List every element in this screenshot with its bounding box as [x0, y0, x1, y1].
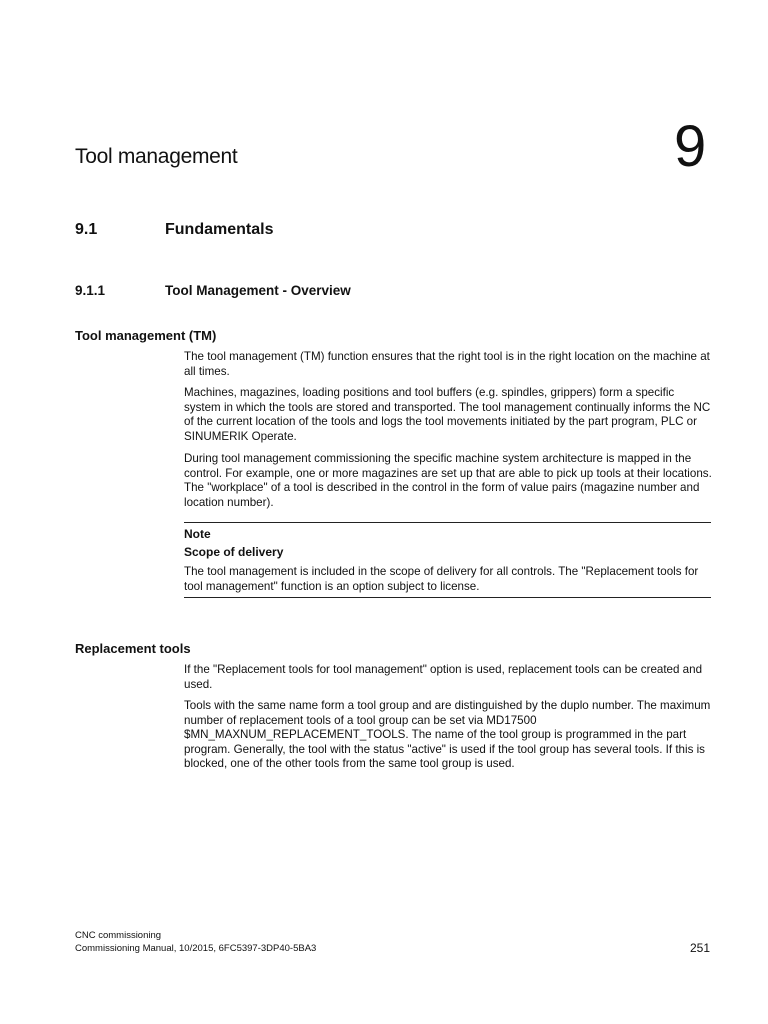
page-number: 251: [690, 941, 711, 955]
tm-paragraph: The tool management (TM) function ensures that the right tool is in the right location on the machine at all times.: [184, 350, 710, 378]
note-box: [184, 522, 711, 598]
replacement-paragraph: Tools with the same name form a tool group and are distinguished by the duplo number. The maximum number of replacement tools of a tool group can be set via MD17500 $MN_MAXNUM_REPLACEMENT_TOOLS. The name of the tool group is programmed in the part program. Generally, the tool with the status "active" is used if the tool group has several tools. If this is blocked, one of the other tools from the same tool group is used.: [184, 699, 711, 771]
subsection-title: Tool Management - Overview: [165, 283, 351, 298]
note-label: Note: [184, 527, 211, 541]
subsection-number: 9.1.1: [75, 283, 106, 298]
section-title: Fundamentals: [165, 221, 274, 238]
tm-paragraph: Machines, magazines, loading positions and tool buffers (e.g. spindles, grippers) form a specific system in which the tools are stored and transported. The tool management continually informs the NC of the current location of the tools and logs the tool movements initiated by the part program, PLC or SINUMERIK Operate.: [184, 386, 711, 443]
note-title: Scope of delivery: [184, 545, 284, 559]
replacement-heading: Replacement tools: [75, 641, 191, 656]
tm-paragraph: During tool management commissioning the specific machine system architecture is mapped in the control. For example, one or more magazines are set up that are able to pick up tools at their locations. The "workplace" of a tool is described in the control in the form of value pairs (magazine number and location number).: [184, 452, 712, 509]
chapter-title: Tool management: [75, 145, 238, 168]
footer-line-document: CNC commissioning: [75, 930, 162, 941]
footer: [75, 929, 316, 955]
footer-line-manual: Commissioning Manual, 10/2015, 6FC5397-3DP40-5BA3: [75, 943, 317, 954]
section-number: 9.1: [75, 221, 98, 238]
tm-heading: Tool management (TM): [75, 328, 217, 343]
replacement-paragraph: If the "Replacement tools for tool management" option is used, replacement tools can be created and used.: [184, 663, 703, 691]
note-text: The tool management is included in the scope of delivery for all controls. The "Replacement tools for tool management" function is an option subject to license.: [184, 565, 699, 593]
chapter-number: 9: [674, 114, 707, 179]
